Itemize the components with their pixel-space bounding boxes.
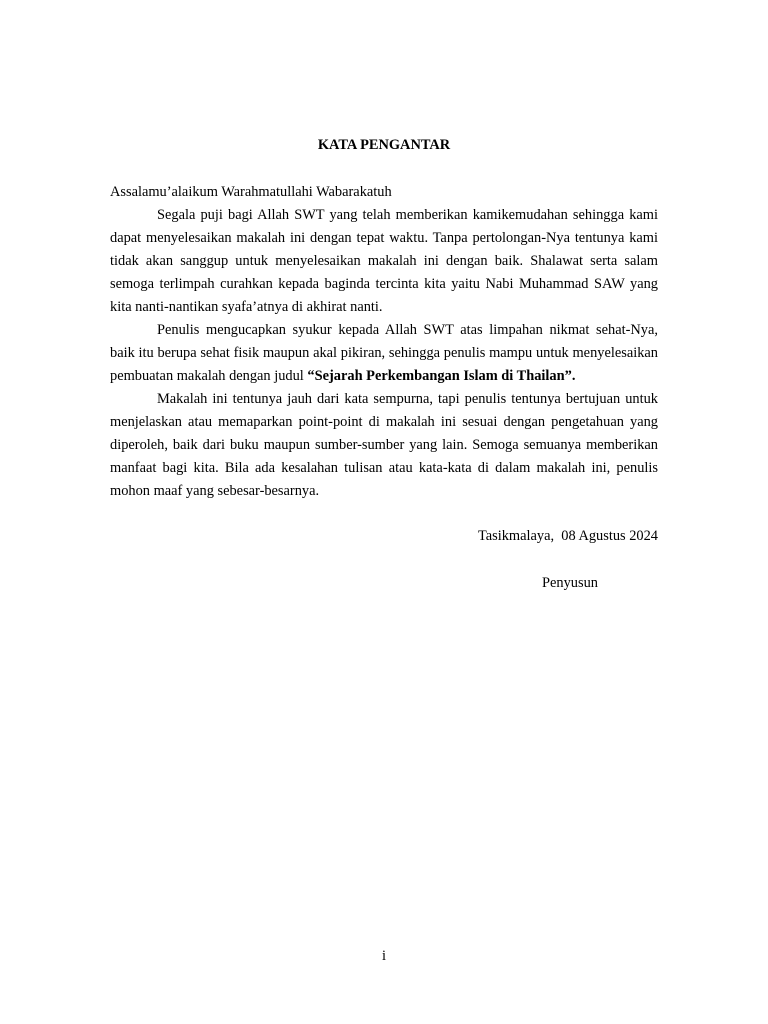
- page-number: i: [382, 948, 386, 964]
- page-title: KATA PENGANTAR: [317, 137, 451, 153]
- paragraph-3: Makalah ini tentunya jauh dari kata sempurna, tapi penulis tentunya bertujuan untuk menjelaskan atau memaparkan point-point di makalah ini sesuai dengan pengetahuan yang diperoleh, baik dari buku maupun sumber-sumber yang lain. Semoga semuanya memberikan manfaat bagi kita. Bila ada kesalahan tulisan atau kata-kata di dalam makalah ini, penulis mohon maaf yang sebesar-besarnya.: [110, 391, 658, 499]
- paragraph-2-text: Penulis mengucapkan syukur kepada Allah SWT atas limpahan nikmat sehat-Nya, baik itu berupa sehat fisik maupun akal pikiran, sehingga penulis mampu untuk menyelesaikan pembuatan makalah dengan judul: [110, 322, 658, 384]
- place-date: Tasikmalaya, 08 Agustus 2024: [477, 528, 658, 544]
- paper-title: “Sejarah Perkembangan Islam di Thailan”.: [307, 368, 576, 384]
- body-text: [110, 181, 658, 503]
- greeting: Assalamu’alaikum Warahmatullahi Wabarakatuh: [110, 184, 392, 200]
- paragraph-2: [110, 319, 658, 388]
- signer: Penyusun: [542, 575, 598, 591]
- paragraph-1: Segala puji bagi Allah SWT yang telah memberikan kamikemudahan sehingga kami dapat menyelesaikan makalah ini dengan tepat waktu. Tanpa pertolongan-Nya tentunya kami tidak akan sanggup untuk menyelesaikan makalah ini dengan baik. Shalawat serta salam semoga terlimpah curahkan kepada baginda tercinta kita yaitu Nabi Muhammad SAW yang kita nanti-nantikan syafa’atnya di akhirat nanti.: [110, 207, 658, 315]
